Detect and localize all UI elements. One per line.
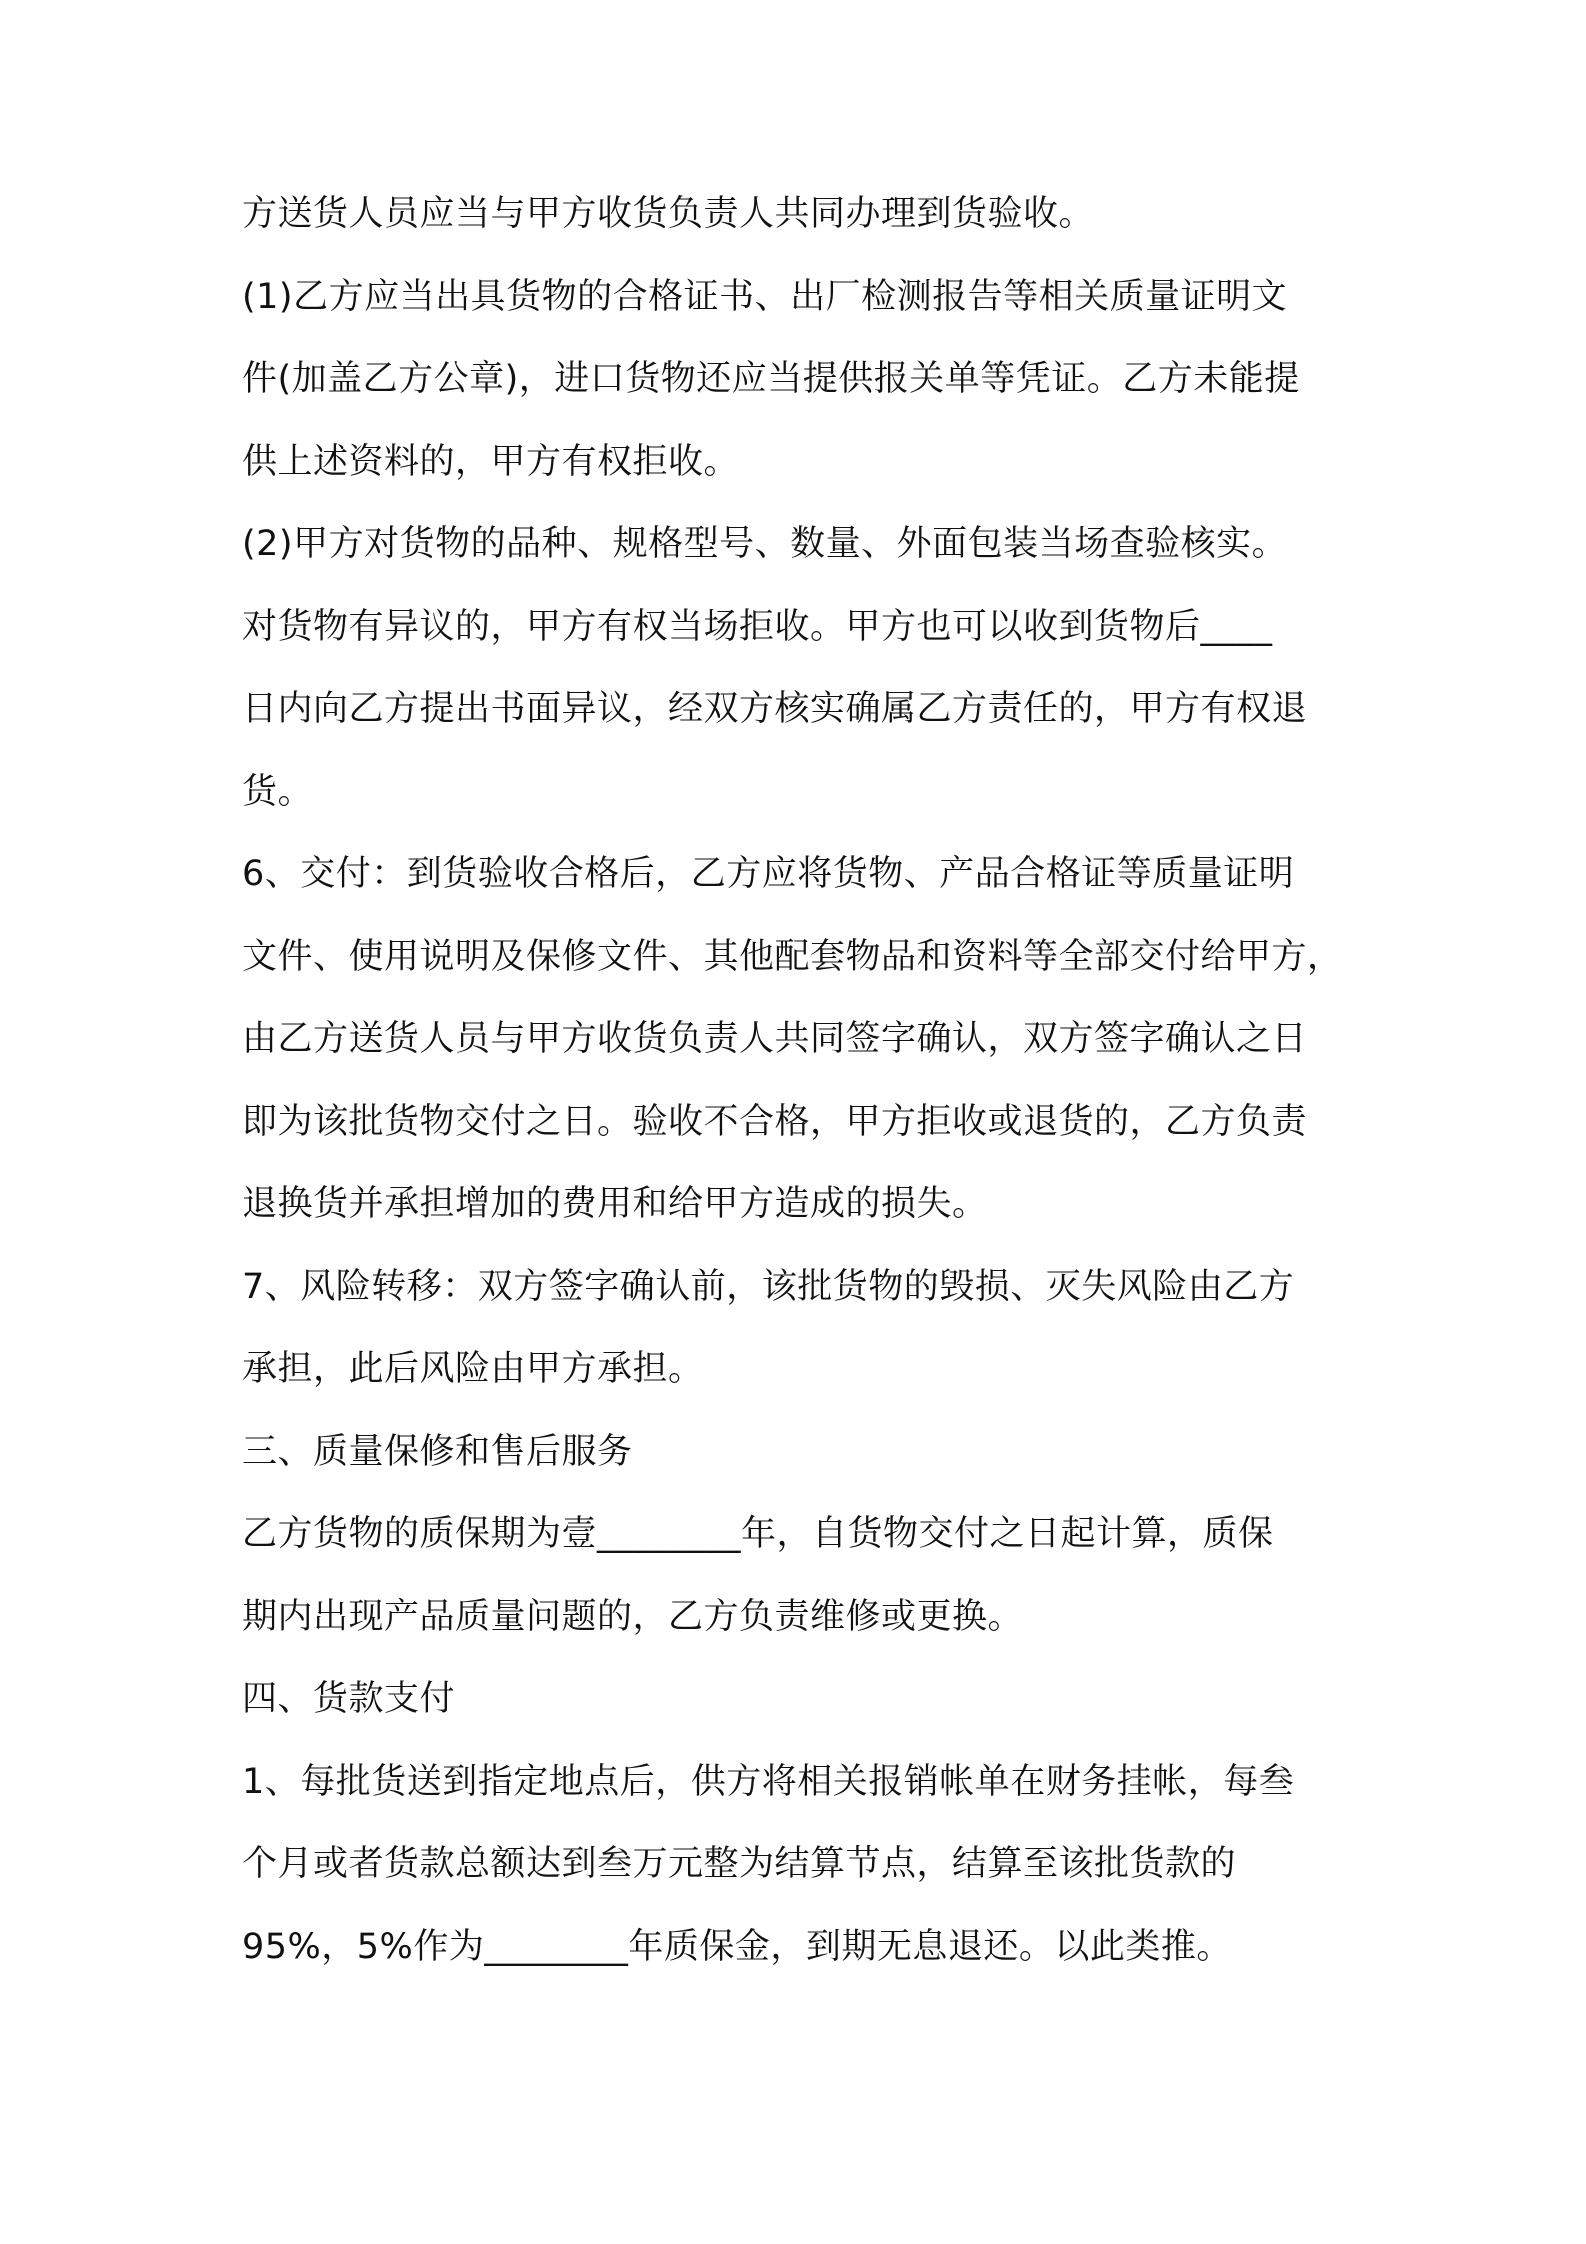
text-line: 6、交付：到货验收合格后，乙方应将货物、产品合格证等质量证明: [242, 854, 1295, 894]
text-line: (1)乙方应当出具货物的合格证书、出厂检测报告等相关质量证明文: [242, 276, 1288, 317]
text-line: 件(加盖乙方公章)，进口货物还应当提供报关单等凭证。乙方未能提: [242, 359, 1300, 399]
document-body: [242, 190, 1362, 2005]
text-line: 对货物有异议的，甲方有权当场拒收。甲方也可以收到货物后____: [242, 606, 1273, 647]
text-line: 方送货人员应当与甲方收货负责人共同办理到货验收。: [242, 194, 1095, 234]
text-line: 供上述资料的，甲方有权拒收。: [242, 441, 740, 482]
text-line: 日内向乙方提出书面异议，经双方核实确属乙方责任的，甲方有权退: [242, 689, 1308, 729]
section-heading: 三、质量保修和售后服务: [242, 1431, 633, 1472]
text-line: 承担，此后风险由甲方承担。: [242, 1349, 704, 1389]
text-line: 退换货并承担增加的费用和给甲方造成的损失。: [242, 1184, 988, 1224]
text-line: 期内出现产品质量问题的，乙方负责维修或更换。: [242, 1596, 1024, 1637]
text-line: 文件、使用说明及保修文件、其他配套物品和资料等全部交付给甲方，: [242, 936, 1343, 977]
text-line: 1、每批货送到指定地点后，供方将相关报销帐单在财务挂帐，每叁: [242, 1761, 1295, 1802]
text-line: 即为该批货物交付之日。验收不合格，甲方拒收或退货的，乙方负责: [242, 1101, 1308, 1142]
text-line: 乙方货物的质保期为壹________年，自货物交付之日起计算，质保: [242, 1514, 1274, 1554]
text-line: 7、风险转移：双方签字确认前，该批货物的毁损、灭失风险由乙方: [242, 1266, 1295, 1307]
text-line: (2)甲方对货物的品种、规格型号、数量、外面包装当场查验核实。: [242, 524, 1288, 564]
text-line: 95%，5%作为________年质保金，到期无息退还。以此类推。: [242, 1926, 1232, 1967]
section-heading: 四、货款支付: [242, 1679, 456, 1719]
text-line: 由乙方送货人员与甲方收货负责人共同签字确认，双方签字确认之日: [242, 1019, 1308, 1059]
text-line: 货。: [242, 771, 314, 812]
text-line: 个月或者货款总额达到叁万元整为结算节点，结算至该批货款的: [242, 1844, 1237, 1884]
